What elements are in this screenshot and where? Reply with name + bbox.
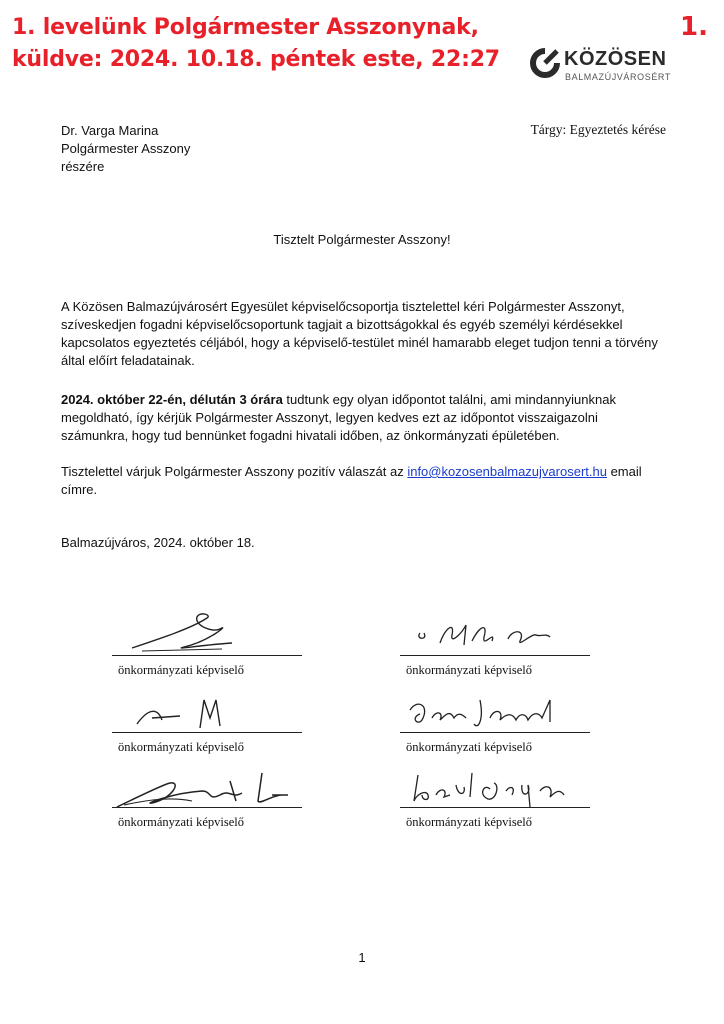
signature-caption: önkormányzati képviselő xyxy=(118,815,245,829)
recipient-attention: részére xyxy=(61,159,105,174)
place-date: Balmazújváros, 2024. október 18. xyxy=(61,535,255,550)
recipient-name: Dr. Varga Marina xyxy=(61,123,159,138)
signature-scribble-icon xyxy=(400,603,590,658)
signature-line xyxy=(112,655,302,656)
reply-text-after: email címre. xyxy=(61,464,642,497)
signature-caption: önkormányzati képviselő xyxy=(118,663,245,677)
signature-scribble-icon xyxy=(112,755,302,815)
header-title-line1: 1. levelünk Polgármester Asszonynak, xyxy=(12,15,479,40)
logo-mark-icon xyxy=(530,48,560,78)
page-marker: 1. xyxy=(680,12,708,42)
signature-block xyxy=(400,777,590,837)
recipient-title: Polgármester Asszony xyxy=(61,141,191,156)
signature-line xyxy=(400,655,590,656)
salutation: Tisztelt Polgármester Asszony! xyxy=(273,232,451,247)
logo-name: KÖZÖSEN xyxy=(564,48,667,70)
signature-caption: önkormányzati képviselő xyxy=(406,663,533,677)
signature-scribble-icon xyxy=(400,755,590,810)
signature-block xyxy=(400,625,590,685)
signature-scribble-icon xyxy=(112,680,302,735)
paragraph-reply xyxy=(61,463,661,499)
signature-line xyxy=(112,807,302,808)
signature-caption: önkormányzati képviselő xyxy=(118,740,245,754)
appointment-text: tudtunk egy olyan időpontot találni, ami mindannyiunknak megoldható, így kérjük Polgármester Asszonyt, legyen kedves ezt az időpontot visszaigazolni számunkra, hogy tud bennünket fogadni hivatali időben, az önkormányzati épületében. xyxy=(61,392,616,443)
header-title-line2: küldve: 2024. 10.18. péntek este, 22:27 xyxy=(12,47,500,72)
signature-caption: önkormányzati képviselő xyxy=(406,740,533,754)
paragraph-request: A Közösen Balmazújvárosért Egyesület képviselőcsoportja tisztelettel kéri Polgármester Asszonyt, szíveskedjen fogadni képviselőcsoportunk tagjait a bizottságokkal és egyéb személyi kérdésekkel kapcsolatos egyeztetés céljából, hogy a képviselő-testület minél hamarabb eleget tudjon tenni a törvény által előírt feladatainak. xyxy=(61,299,658,368)
appointment-date: 2024. október 22-én, délután 3 órára xyxy=(61,392,283,407)
signature-block xyxy=(112,777,302,837)
signature-block xyxy=(112,625,302,685)
page-number: 1 xyxy=(358,950,366,965)
header-title xyxy=(12,12,500,76)
signature-scribble-icon xyxy=(400,680,590,735)
signature-line xyxy=(400,807,590,808)
signature-scribble-icon xyxy=(112,603,302,658)
letter-subject: Tárgy: Egyeztetés kérése xyxy=(530,122,666,137)
reply-text-before: Tisztelettel várjuk Polgármester Asszony pozitív válaszát az xyxy=(61,464,408,479)
paragraph-appointment xyxy=(61,391,661,445)
signature-block xyxy=(400,702,590,762)
email-link[interactable]: info@kozosenbalmazujvarosert.hu xyxy=(407,464,607,479)
signature-block xyxy=(112,702,302,762)
logo-subtitle: BALMAZÚJVÁROSÉRT xyxy=(565,72,671,82)
signature-line xyxy=(112,732,302,733)
kozosen-logo xyxy=(530,48,680,84)
signature-line xyxy=(400,732,590,733)
recipient-block xyxy=(61,122,190,176)
signature-caption: önkormányzati képviselő xyxy=(406,815,533,829)
